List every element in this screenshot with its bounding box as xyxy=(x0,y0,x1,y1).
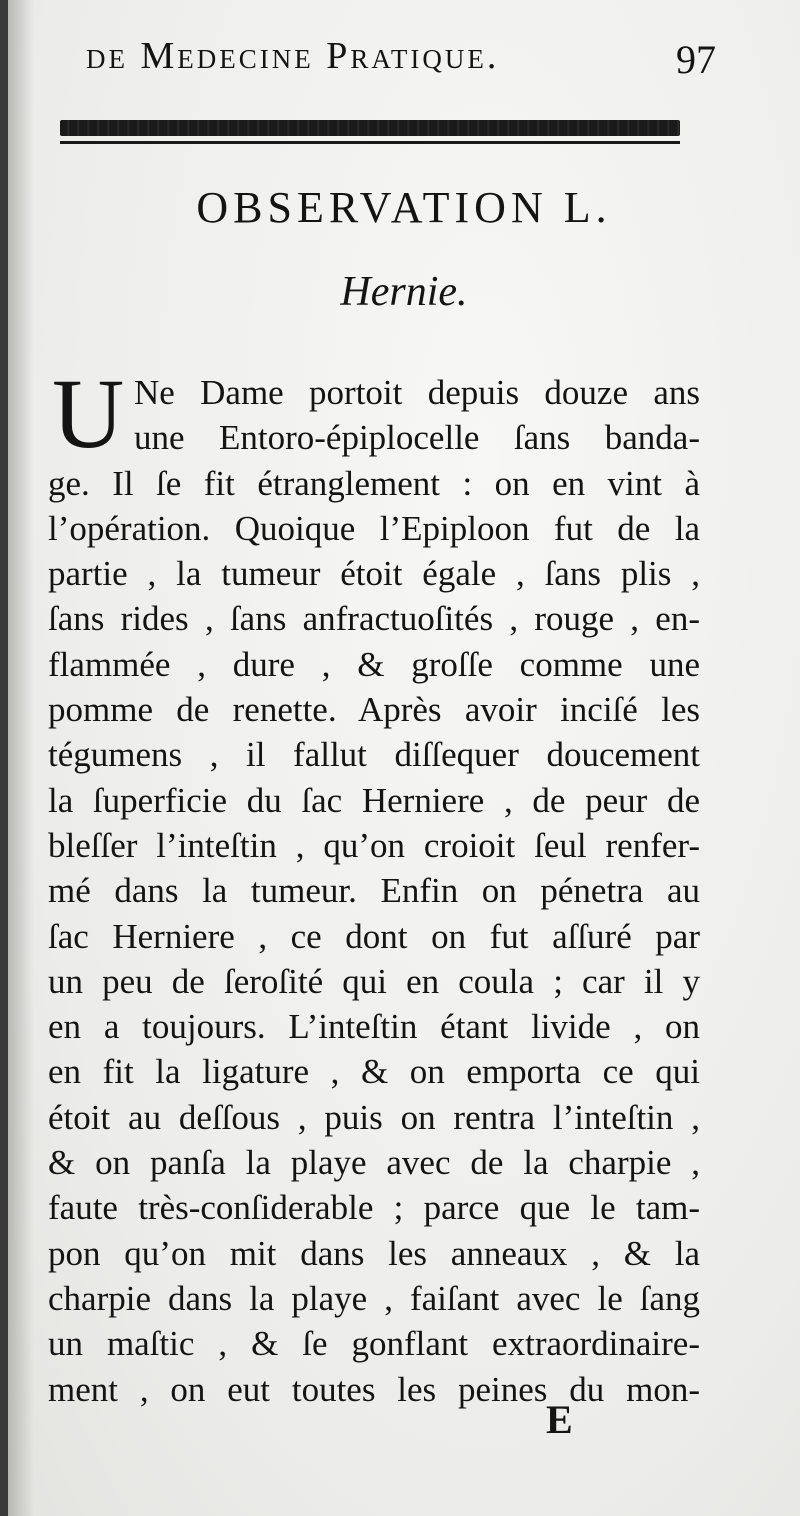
catchword: E xyxy=(546,1397,573,1442)
page-header xyxy=(86,30,726,86)
rule-thin xyxy=(60,141,680,144)
text-line: ſans rides , ſans anfractuoſités , rouge , en- xyxy=(48,599,700,639)
text-line: partie , la tumeur étoit égale , ſans plis , xyxy=(48,554,700,594)
text-line: en fit la ligature , & on emporta ce qui xyxy=(48,1052,700,1092)
text-line: ſac Herniere , ce dont on fut aſſuré par xyxy=(48,916,700,956)
text-line: charpie dans la playe , faiſant avec le ſang xyxy=(48,1278,700,1318)
observation-subtitle: Hernie. xyxy=(340,269,468,315)
page-number: 97 xyxy=(676,37,716,82)
running-title: de Medecine Pratique. xyxy=(86,35,500,77)
text-line: ment , on eut toutes les peines du mon- xyxy=(48,1369,700,1409)
body-text xyxy=(48,358,700,1412)
book-page xyxy=(8,0,800,1516)
text-line: la ſuperficie du ſac Herniere , de peur de xyxy=(48,780,700,820)
text-line: flammée , dure , & groſſe comme une xyxy=(48,644,700,684)
text-line: en a toujours. L’inteſtin étant livide , on xyxy=(48,1007,700,1047)
dropcap-block xyxy=(48,358,700,469)
text-line: pomme de renette. Après avoir inciſé les xyxy=(48,690,700,730)
drop-cap: U xyxy=(52,358,125,469)
observation-heading: OBSERVATION L. xyxy=(196,183,612,232)
text-line: bleſſer l’inteſtin , qu’on croioit ſeul renfer- xyxy=(48,825,700,865)
text-line: étoit au deſſous , puis on rentra l’inteſtin , xyxy=(48,1097,700,1137)
text-line: & on panſa la playe avec de la charpie , xyxy=(48,1143,700,1183)
header-rule xyxy=(60,120,680,144)
text-line: tégumens , il fallut diſſequer doucement xyxy=(48,735,700,775)
text-line: ge. Il ſe fit étranglement : on en vint à xyxy=(48,463,700,503)
text-line: pon qu’on mit dans les anneaux , & la xyxy=(48,1233,700,1273)
text-line: un maſtic , & ſe gonflant extraordinaire- xyxy=(48,1324,700,1364)
text-line: faute très-conſiderable ; parce que le tam- xyxy=(48,1188,700,1228)
text-line: un peu de ſeroſité qui en coula ; car il y xyxy=(48,961,700,1001)
text-line: une Entoro-épiplocelle ſans banda- xyxy=(134,418,700,458)
text-line: mé dans la tumeur. Enfin on pénetra au xyxy=(48,871,700,911)
text-line: Ne Dame portoit depuis douze ans xyxy=(134,373,700,412)
rule-thick xyxy=(60,120,680,136)
text-line: l’opération. Quoique l’Epiploon fut de la xyxy=(48,508,700,548)
